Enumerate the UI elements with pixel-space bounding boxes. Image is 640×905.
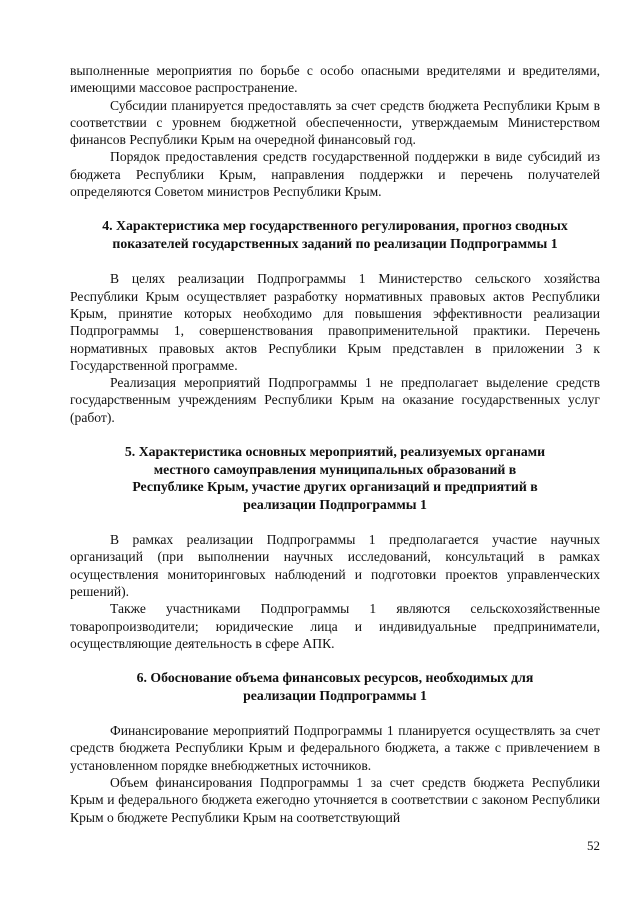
section-6-heading-line-2: реализации Подпрограммы 1 bbox=[243, 687, 427, 703]
section-4-paragraph-2: Реализация мероприятий Подпрограммы 1 не предполагает выделение средств государственным учреждениям Республики Крым на оказание государственных услуг (работ). bbox=[70, 375, 600, 425]
section-6-paragraph-1: Финансирование мероприятий Подпрограммы 1 планируется осуществлять за счет средств бюджета Республики Крым и федерального бюджета, а также с привлечением в установленном порядке внебюджетных источников. bbox=[70, 723, 600, 773]
paragraph-subsidies: Субсидии планируется предоставлять за счет средств бюджета Республики Крым в соответствии с уровнем бюджетной обеспеченности, утверждаемым Министерством финансов Республики Крым на очередной финансовый год. bbox=[70, 97, 600, 148]
section-5-heading-line-3: Республике Крым, участие других организаций и предприятий в bbox=[132, 479, 538, 495]
section-6-paragraph-2: Объем финансирования Подпрограммы 1 за счет средств бюджета Республики Крым и федерального бюджета ежегодно уточняется в соответствии с законом Республики Крым о бюджете Республики Крым на соответствующий bbox=[70, 775, 600, 825]
paragraph-support-order: Порядок предоставления средств государственной поддержки в виде субсидий из бюджета Республики Крым, направления поддержки и перечень получателей определяются Советом министров Республики Крым. bbox=[70, 149, 600, 200]
section-5-heading bbox=[70, 443, 600, 513]
section-4-heading-line-2: показателей государственных заданий по реализации Подпрограммы 1 bbox=[112, 235, 558, 251]
section-4-heading-line-1: 4. Характеристика мер государственного регулирования, прогноз сводных bbox=[102, 218, 568, 234]
section-5-heading-line-4: реализации Подпрограммы 1 bbox=[243, 496, 427, 512]
document-page bbox=[70, 62, 600, 826]
section-4-heading bbox=[70, 217, 600, 252]
paragraph-continuation: выполненные мероприятия по борьбе с особо опасными вредителями и вредителями, имеющими массовое распространение. bbox=[70, 63, 600, 96]
section-5-heading-line-1: 5. Характеристика основных мероприятий, реализуемых органами bbox=[124, 444, 546, 460]
page-number: 52 bbox=[587, 838, 600, 853]
section-5-paragraph-2: Также участниками Подпрограммы 1 являются сельскохозяйственные товаропроизводители; юридические лица и индивидуальные предприниматели, осуществляющие деятельность в сфере АПК. bbox=[70, 601, 600, 651]
section-5-paragraph-1: В рамках реализации Подпрограммы 1 предполагается участие научных организаций (при выполнении научных исследований, консультаций в рамках осуществления мониторинговых наблюдений и подготовки проектов управленческих решений). bbox=[70, 532, 600, 599]
section-6-heading-line-1: 6. Обоснование объема финансовых ресурсов, необходимых для bbox=[136, 670, 534, 686]
section-6-heading bbox=[70, 669, 600, 704]
section-4-paragraph-1: В целях реализации Подпрограммы 1 Министерство сельского хозяйства Республики Крым осуществляет разработку нормативных правовых актов Республики Крым, принятие которых необходимо для повышения эффективности реализации Подпрограммы 1, совершенствования правоприменительной практики. Перечень нормативных правовых актов Республики Крым представлен в приложении 3 к Государственной программе. bbox=[70, 271, 600, 373]
section-5-heading-line-2: местного самоуправления муниципальных образований в bbox=[153, 461, 517, 477]
